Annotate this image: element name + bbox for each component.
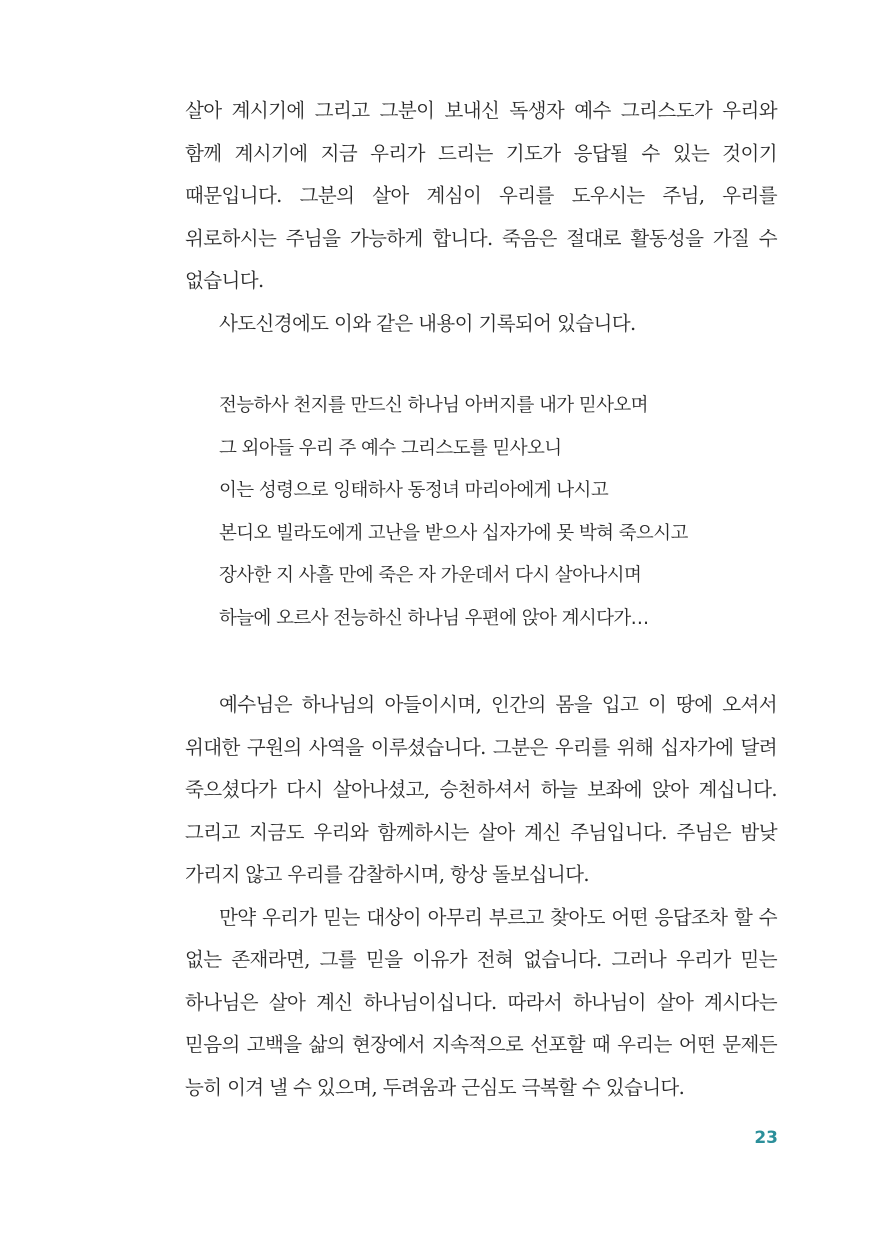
creed-line: 본디오 빌라도에게 고난을 받으사 십자가에 못 박혀 죽으시고 bbox=[219, 522, 688, 544]
creed-quote-block bbox=[185, 385, 777, 640]
page-number: 23 bbox=[754, 1128, 778, 1148]
creed-line: 전능하사 천지를 만드신 하나님 아버지를 내가 믿사오며 bbox=[219, 395, 648, 416]
paragraph-living-god: 만약 우리가 믿는 대상이 아무리 부르고 찾아도 어떤 응답조차 할 수 없는 존재라면, 그를 믿을 이유가 전혀 없습니다. 그러나 우리가 믿는 하나님은 살아 계신 하나님이십니다. 따라서 하나님이 살아 계시다는 믿음의 고백을 삶의 현장에서 지속적으로 선포할 때 우리는 어떤 문제든 능히 이겨 낼 수 있으며, 두려움과 근심도 극복할 수 있습니다. bbox=[185, 905, 777, 1099]
creed-line: 장사한 지 사흘 만에 죽은 자 가운데서 다시 살아나시며 bbox=[219, 565, 642, 586]
paragraph-jesus: 예수님은 하나님의 아들이시며, 인간의 몸을 입고 이 땅에 오셔서 위대한 구원의 사역을 이루셨습니다. 그분은 우리를 위해 십자가에 달려 죽으셨다가 다시 살아나셨고, 승천하셔서 하늘 보좌에 앉아 계십니다. 그리고 지금도 우리와 함께하시는 살아 계신 주님입니다. 주님은 밤낮 가리지 않고 우리를 감찰하시며, 항상 돌보십니다. bbox=[185, 693, 777, 886]
creed-line: 하늘에 오르사 전능하신 하나님 우편에 앉아 계시다가… bbox=[219, 607, 649, 629]
creed-line: 그 외아들 우리 주 예수 그리스도를 믿사오니 bbox=[219, 437, 562, 459]
page-body bbox=[185, 90, 777, 1109]
paragraph-continuation: 살아 계시기에 그리고 그분이 보내신 독생자 예수 그리스도가 우리와 함께 계시기에 지금 우리가 드리는 기도가 응답될 수 있는 것이기 때문입니다. 그분의 살아 계심이 우리를 도우시는 주님, 우리를 위로하시는 주님을 가능하게 합니다. 죽음은 절대로 활동성을 가질 수 없습니다. bbox=[185, 99, 777, 292]
paragraph-creed-intro: 사도신경에도 이와 같은 내용이 기록되어 있습니다. bbox=[219, 311, 636, 335]
creed-line: 이는 성령으로 잉태하사 동정녀 마리아에게 나시고 bbox=[219, 480, 609, 501]
